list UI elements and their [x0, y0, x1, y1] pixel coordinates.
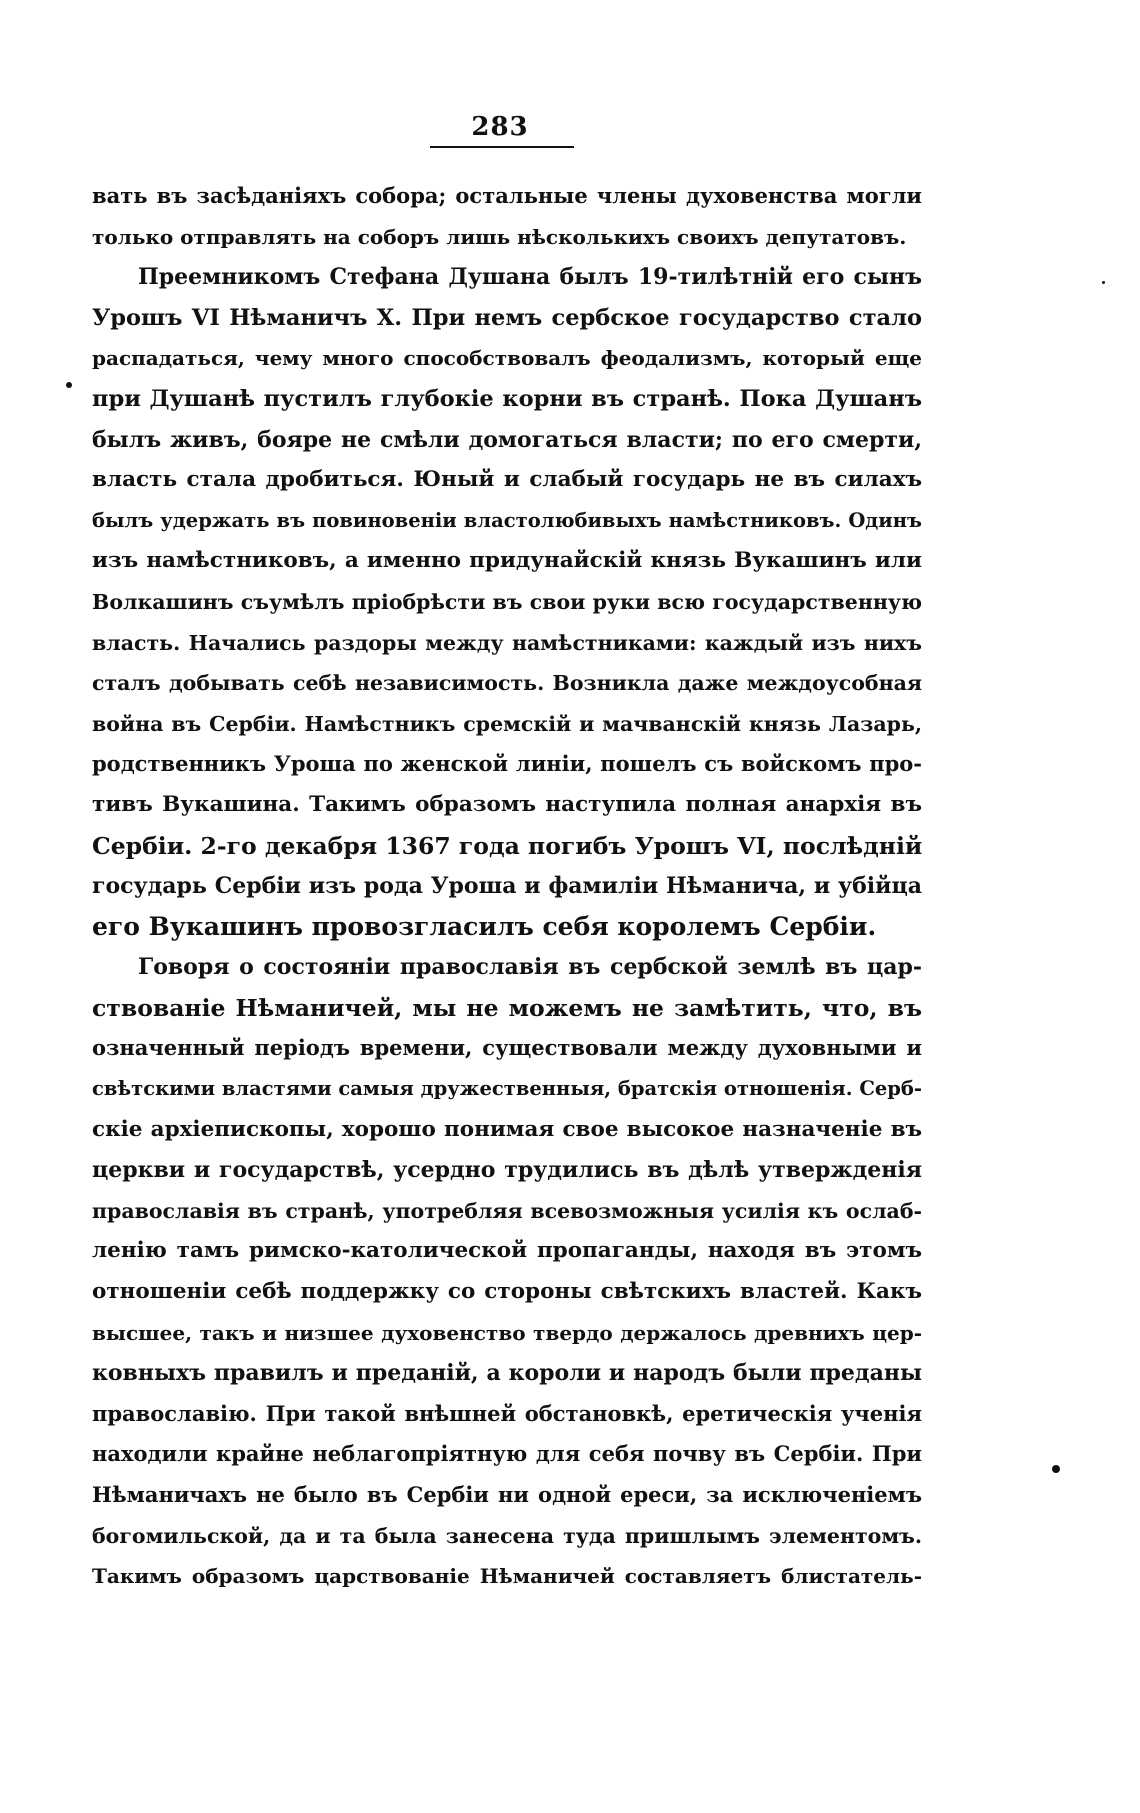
- scan-speck: [66, 382, 72, 388]
- text-line: сталъ добывать себѣ независимость. Возникла даже междоусобная: [92, 671, 922, 696]
- scan-speck: [1102, 281, 1105, 284]
- page-number: 283: [471, 112, 529, 142]
- text-line: православія въ странѣ, употребляя всевозможныя усилія къ ослаб-: [92, 1198, 922, 1223]
- text-line: родственникъ Уроша по женской линіи, пошелъ съ войскомъ про-: [92, 751, 922, 777]
- text-line: богомильской, да и та была занесена туда пришлымъ элементомъ.: [92, 1523, 922, 1548]
- text-line: Нѣманичахъ не было въ Сербіи ни одной ереси, за исключеніемъ: [92, 1482, 922, 1507]
- text-line: тивъ Вукашина. Такимъ образомъ наступила полная анархія въ: [92, 791, 922, 817]
- text-line: только отправлять на соборъ лишь нѣсколькихъ своихъ депутатовъ.: [92, 224, 907, 249]
- text-line: власть стала дробиться. Юный и слабый государь не въ силахъ: [92, 467, 922, 493]
- text-line: ленію тамъ римско-католической пропаганды, находя въ этомъ: [92, 1238, 922, 1264]
- text-line: война въ Сербіи. Намѣстникъ сремскій и мачванскій князь Лазарь,: [92, 711, 922, 736]
- scan-speck: [1052, 1465, 1060, 1473]
- text-line: скіе архіепископы, хорошо понимая свое высокое назначеніе въ: [92, 1116, 922, 1142]
- text-line: свѣтскими властями самыя дружественныя, братскія отношенія. Серб-: [92, 1077, 922, 1101]
- body-text: [92, 176, 922, 1597]
- text-line: церкви и государствѣ, усердно трудились въ дѣлѣ утвержденія: [92, 1157, 922, 1184]
- paragraph-start-line: Говоря о состояніи православія въ сербской землѣ въ цар-: [138, 954, 922, 981]
- text-line: высшее, такъ и низшее духовенство твердо держалось древнихъ цер-: [92, 1320, 922, 1345]
- text-line: ствованіе Нѣманичей, мы не можемъ не замѣтить, что, въ: [92, 993, 922, 1022]
- text-line: былъ удержать въ повиновеніи властолюбивыхъ намѣстниковъ. Одинъ: [92, 508, 922, 532]
- text-line: Такимъ образомъ царствованіе Нѣманичей составляетъ блистатель-: [92, 1564, 922, 1589]
- text-line: распадаться, чему много способствовалъ феодализмъ, который еще: [92, 346, 922, 371]
- text-line: ковныхъ правилъ и преданій, а короли и народъ были преданы: [92, 1360, 922, 1387]
- text-line: вать въ засѣданіяхъ собора; остальные члены духовенства могли: [92, 183, 922, 208]
- page-number-rule: [430, 146, 574, 148]
- text-line: государь Сербіи изъ рода Уроша и фамиліи Нѣманича, и убійца: [92, 873, 922, 900]
- text-line: былъ живъ, бояре не смѣли домогаться власти; по его смерти,: [92, 426, 922, 453]
- text-line: власть. Начались раздоры между намѣстниками: каждый изъ нихъ: [92, 630, 922, 655]
- paragraph-start-line: Преемникомъ Стефана Душана былъ 19-тилѣтній его сынъ: [138, 264, 922, 291]
- text-line: отношеніи себѣ поддержку со стороны свѣтскихъ властей. Какъ: [92, 1279, 922, 1305]
- text-line: изъ намѣстниковъ, а именно придунайскій князь Вукашинъ или: [92, 548, 922, 574]
- text-line: находили крайне неблагопріятную для себя почву въ Сербіи. При: [92, 1441, 922, 1467]
- text-line: Урошъ VI Нѣманичъ X. При немъ сербское государство стало: [92, 304, 922, 331]
- text-line: означенный періодъ времени, существовали между духовными и: [92, 1035, 922, 1061]
- text-line: его Вукашинъ провозгласилъ себя королемъ Сербіи.: [92, 911, 877, 941]
- text-line: при Душанѣ пустилъ глубокіе корни въ странѣ. Пока Душанъ: [92, 385, 922, 412]
- text-line: Сербіи. 2-го декабря 1367 года погибъ Урошъ VI, послѣдній: [92, 831, 922, 860]
- text-line: Волкашинъ съумѣлъ пріобрѣсти въ свои руки всю государственную: [92, 589, 922, 614]
- text-line: православію. При такой внѣшней обстановкѣ, еретическія ученія: [92, 1400, 922, 1426]
